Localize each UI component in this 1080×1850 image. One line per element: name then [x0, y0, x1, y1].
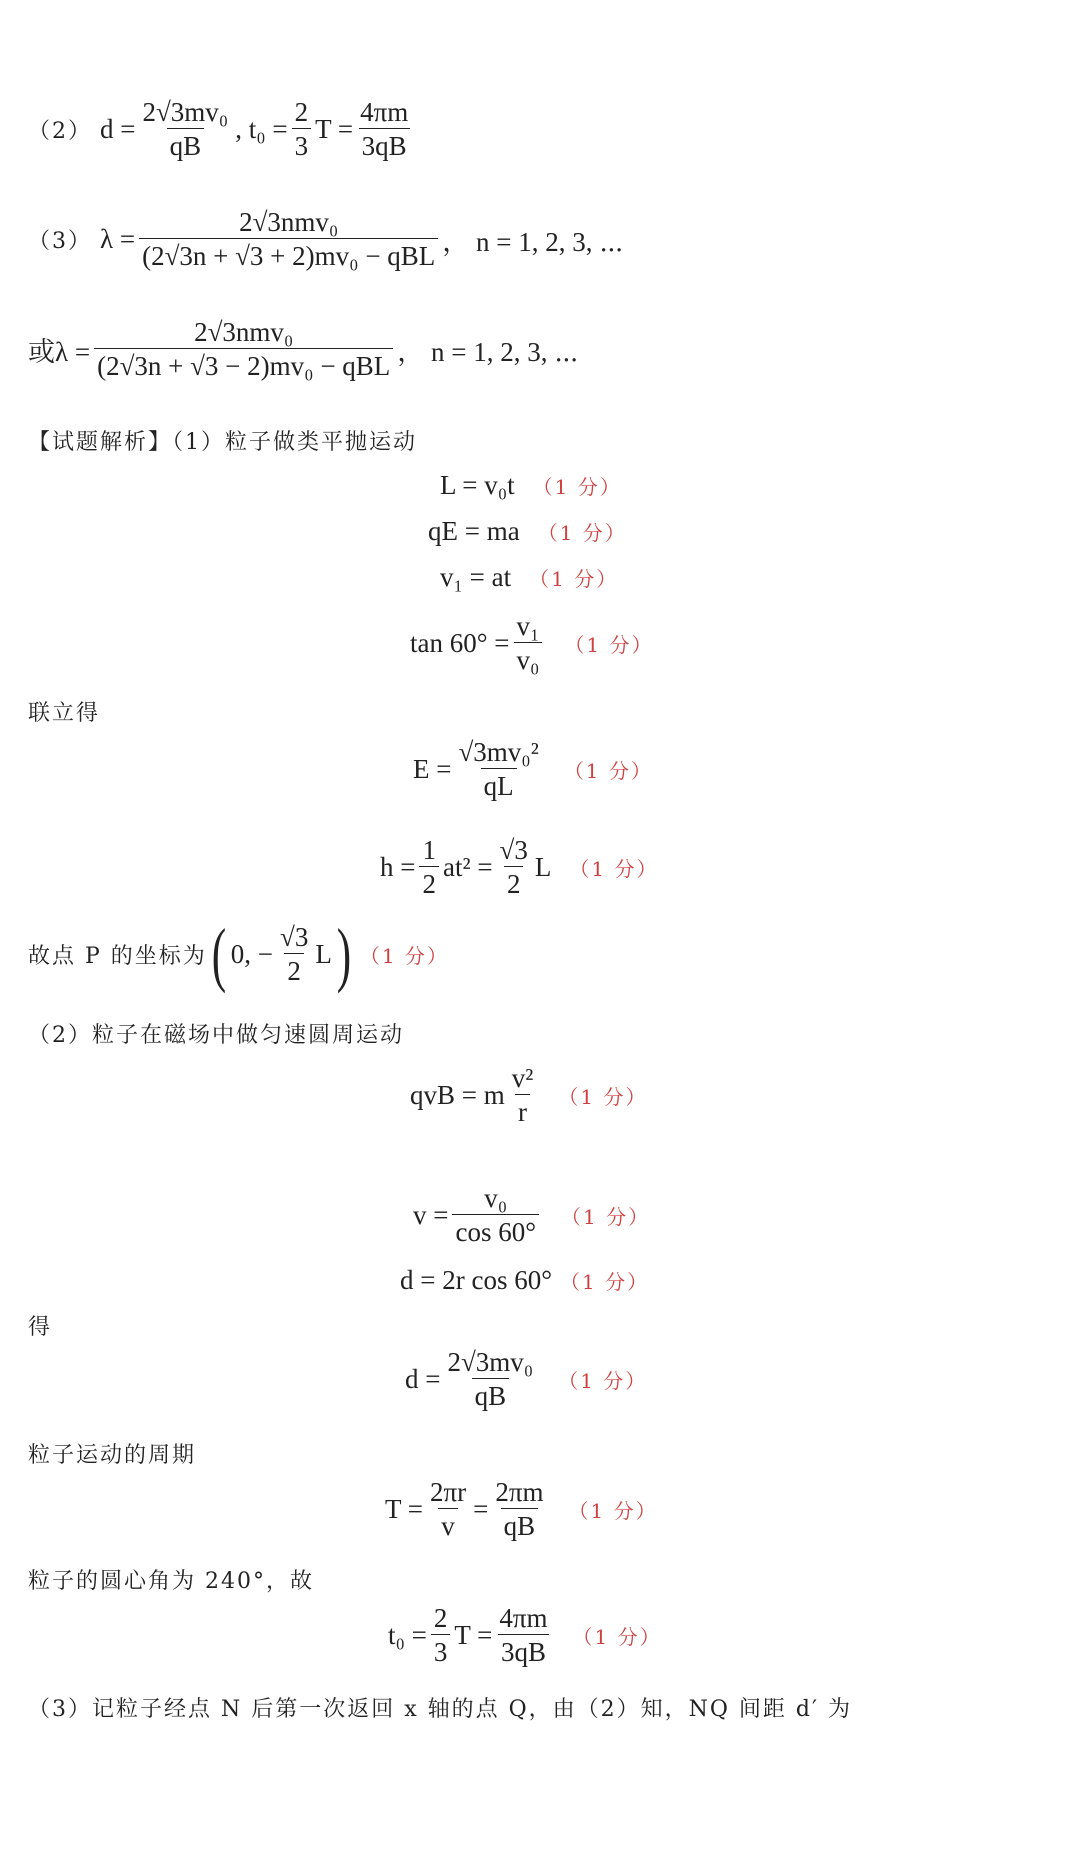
eq-t0-row: [388, 1604, 662, 1667]
eq-t0-mid: T =: [454, 1619, 493, 1650]
part-2-header: （2）粒子在磁场中做匀速圆周运动: [28, 1023, 404, 1048]
score-label: （1 分）: [569, 856, 659, 881]
score-label: （1 分）: [572, 1624, 662, 1649]
answer-3-numerator: 2√3nmv₀: [239, 207, 339, 237]
eq-tan-numerator: v₁: [516, 611, 540, 641]
answer-2-t0-denominator: 3: [292, 128, 312, 160]
eq-qE-row: [428, 516, 627, 547]
score-label: （1 分）: [560, 1270, 650, 1294]
eq-h-fraction: [497, 836, 531, 899]
p-coordinate-row: [28, 914, 449, 994]
analysis-header: 【试题解析】（1）粒子做类平抛运动: [28, 430, 417, 455]
eq-tan-row: [410, 612, 654, 675]
answer-2-t0-numerator: 2: [294, 97, 309, 127]
answer-2-d-lhs: d =: [100, 113, 136, 144]
answer-3-fraction: [139, 208, 438, 271]
score-label: （1 分）: [561, 1204, 651, 1229]
p-coordinate-text: 故点 P 的坐标为: [28, 943, 207, 969]
eq-h-mid: at² =: [442, 851, 493, 882]
eq-h-half-fraction: [419, 836, 439, 899]
de-text: 得: [28, 1315, 53, 1340]
answer-3-alt-fraction: [94, 318, 393, 381]
eq-qvB-numerator: v²: [511, 1063, 534, 1093]
eq-d-row: [400, 1265, 649, 1296]
eq-T-denominator-1: v: [438, 1508, 458, 1540]
eq-tan-fraction: [514, 612, 543, 675]
left-paren: (: [211, 914, 226, 994]
eq-T-fraction-2: [492, 1478, 546, 1541]
eq-h-lhs: h =: [380, 851, 416, 882]
eq-h-L: L: [534, 851, 552, 882]
answer-2-T-fraction: [357, 98, 411, 161]
right-paren: ): [336, 914, 352, 994]
eq-T-fraction-1: [427, 1478, 469, 1541]
eq-v-lhs: v =: [413, 1199, 449, 1230]
score-label: （1 分）: [563, 758, 653, 783]
p-coordinate-L: L: [315, 938, 332, 969]
part-3-text: （3）记粒子经点 N 后第一次返回 x 轴的点 Q，由（2）知，NQ 间距 d′ 为: [28, 1697, 852, 1722]
eq-E-denominator: qL: [481, 768, 517, 800]
answer-2-T-denominator: 3qB: [359, 128, 410, 160]
eq-h-row: [380, 836, 658, 899]
eq-t0-denominator-2: 3qB: [498, 1634, 549, 1666]
eq-t0-denominator-1: 3: [431, 1634, 451, 1666]
score-label: （1 分）: [564, 632, 654, 657]
answer-2-d-numerator: 2√3mv₀: [142, 97, 229, 127]
eq-h-half-denominator: 2: [419, 866, 439, 898]
p-coordinate-denominator: 2: [284, 953, 304, 985]
answer-3-label: （3）: [28, 228, 92, 254]
eq-h-denominator: 2: [504, 866, 524, 898]
answer-3-alt-denominator: (2√3n + √3 − 2)mv₀ − qBL: [94, 348, 393, 380]
eq-T-numerator-1: 2πr: [429, 1477, 467, 1507]
eq-L-row: [440, 470, 622, 501]
eq-tan-lhs: tan 60° =: [410, 627, 510, 658]
eq-v1-row: [440, 562, 618, 593]
eq-qvB-row: [410, 1064, 647, 1127]
eq-T-lhs: T =: [385, 1493, 423, 1524]
eq-t0-numerator-2: 4πm: [499, 1603, 548, 1633]
eq-E-fraction: [455, 738, 541, 801]
eq-qvB-fraction: [509, 1064, 537, 1127]
eq-E-numerator: √3mv₀²: [458, 737, 539, 767]
p-coordinate-a: 0, −: [230, 938, 274, 969]
answer-2-t0-fraction: [292, 98, 312, 161]
answer-3-row: [28, 208, 624, 271]
score-label: （1 分）: [532, 475, 622, 499]
score-label: （1 分）: [529, 567, 619, 591]
answer-2-t0-lhs: , t₀ =: [235, 113, 288, 144]
eq-T-row: [385, 1478, 658, 1541]
score-label: （1 分）: [558, 1368, 648, 1393]
answer-3-alt-n-range: ， n = 1, 2, 3, ⋯: [397, 336, 579, 367]
eq-T-numerator-2: 2πm: [495, 1477, 544, 1507]
eq-qvB-denominator: r: [515, 1094, 530, 1126]
eq-qvB-lhs: qvB = m: [410, 1079, 505, 1110]
eq-v-fraction: [452, 1184, 539, 1247]
eq-h-half-numerator: 1: [422, 835, 436, 865]
eq-L: L = v₀t: [440, 470, 515, 500]
p-coordinate-fraction: [277, 923, 311, 986]
score-label: （1 分）: [558, 1084, 648, 1109]
answer-2-d-fraction: [139, 98, 231, 161]
eq-v-numerator: v₀: [484, 1183, 508, 1213]
eq-v-denominator: cos 60°: [452, 1214, 539, 1246]
eq-d2-lhs: d =: [405, 1363, 441, 1394]
eq-d: d = 2r cos 60°: [400, 1265, 553, 1295]
score-label: （1 分）: [359, 943, 449, 968]
eq-E-row: [413, 738, 653, 801]
answer-2-row: [28, 98, 415, 161]
answer-3-alt-numerator: 2√3nmv₀: [194, 317, 294, 347]
answer-2-T-numerator: 4πm: [360, 97, 409, 127]
score-label: （1 分）: [537, 521, 627, 545]
eq-d2-row: [405, 1348, 647, 1411]
answer-3-denominator: (2√3n + √3 + 2)mv₀ − qBL: [139, 238, 438, 270]
eq-h-numerator: √3: [499, 835, 528, 865]
eq-t0-fraction-2: [496, 1604, 550, 1667]
eq-qE: qE = ma: [428, 516, 520, 546]
answer-3-lambda: λ =: [100, 223, 136, 254]
eq-v1: v₁ = at: [440, 562, 512, 592]
answer-2-label: （2）: [28, 118, 92, 144]
eq-v-row: [413, 1184, 650, 1247]
eq-t0-lhs: t₀ =: [388, 1619, 427, 1650]
answer-2-T: T =: [315, 113, 354, 144]
eq-t0-numerator-1: 2: [433, 1603, 448, 1633]
answer-3-n-range: ， n = 1, 2, 3, ⋯: [442, 226, 624, 257]
eq-d2-denominator: qB: [472, 1378, 510, 1410]
eq-E-lhs: E =: [413, 753, 452, 784]
score-label: （1 分）: [568, 1498, 658, 1523]
eq-T-denominator-2: qB: [501, 1508, 539, 1540]
eq-T-equals: =: [473, 1493, 489, 1524]
combine-text: 联立得: [28, 701, 101, 726]
angle-text: 粒子的圆心角为 240°，故: [28, 1569, 314, 1594]
eq-d2-fraction: [444, 1348, 536, 1411]
p-coordinate-numerator: √3: [280, 921, 309, 952]
answer-3-alt-prefix: 或λ =: [28, 336, 91, 367]
eq-t0-fraction-1: [431, 1604, 451, 1667]
eq-d2-numerator: 2√3mv₀: [447, 1347, 534, 1377]
period-text: 粒子运动的周期: [28, 1443, 197, 1468]
eq-tan-denominator: v₀: [514, 642, 543, 674]
answer-3-alt-row: [28, 318, 579, 381]
answer-2-d-denominator: qB: [167, 128, 205, 160]
